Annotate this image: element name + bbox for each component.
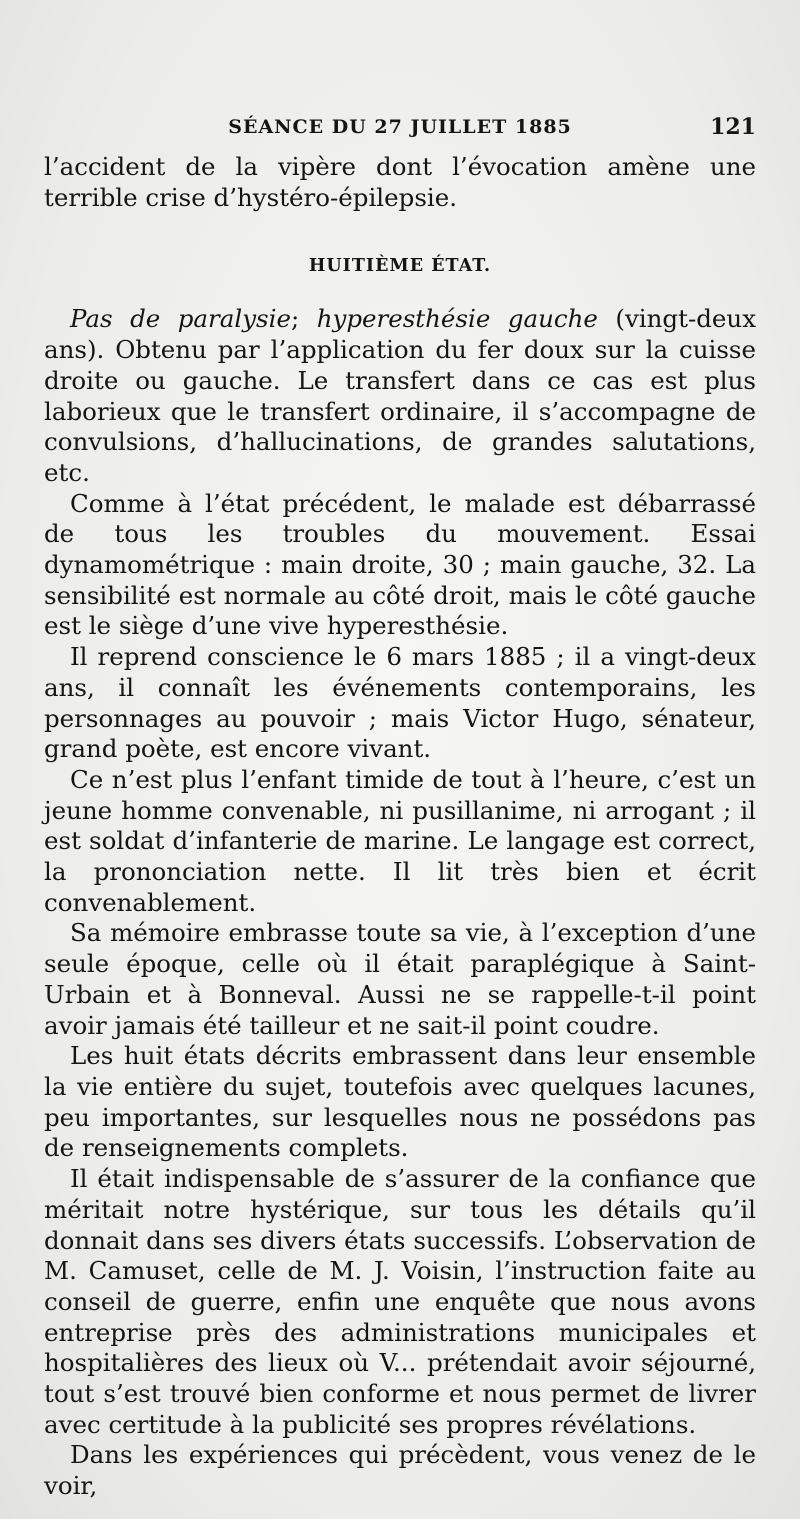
section-title: HUITIÈME ÉTAT.	[308, 256, 492, 277]
running-head: SÉANCE DU 27 JUILLET 1885	[228, 116, 572, 138]
paragraph-3: Il reprend conscience le 6 mars 1885 ; il a vingt-deux ans, il connaît les événements contemporains, les personnages au pouvoir ; mais Victor Hugo, sénateur, grand poète, est encore vivant.	[44, 642, 756, 764]
paragraph-4: Ce n’est plus l’enfant timide de tout à l’heure, c’est un jeune homme convenable, ni pusillanime, ni arrogant ; il est soldat d’infanterie de marine. Le langage est correct, la prononciation nette. Il lit très bien et écrit convenablement.	[44, 764, 756, 917]
paragraph-2: Comme à l’état précédent, le malade est débarrassé de tous les troubles du mouvement. Essai dynamométrique : main droite, 30 ; main gauche, 32. La sensibilité est normale au côté droit, mais le côté gauche est le siège d’une vive hyperesthésie.	[44, 488, 756, 641]
paragraph-8: Dans les expériences qui précèdent, vous venez de le voir,	[44, 1440, 756, 1501]
italic-phrase-paralysie: Pas de paralysie	[70, 304, 291, 334]
page-content	[44, 112, 756, 1502]
separator: ;	[290, 304, 317, 334]
paragraph-5: Sa mémoire embrasse toute sa vie, à l’exception d’une seule époque, celle où il était paraplégique à Saint-Urbain et à Bonneval. Aussi ne se rappelle-t-il point avoir jamais été tailleur et ne sait-il point coudre.	[44, 918, 756, 1040]
paragraph-state-rest: (vingt-deux ans). Obtenu par l’application du fer doux sur la cuisse droite ou gauche. Le transfert dans ce cas est plus laborieux que le transfert ordinaire, il s’accompagne de convulsions, d’hallucinations, de grandes salutations, etc.	[44, 304, 757, 487]
page-number: 121	[710, 114, 756, 140]
page-header	[44, 112, 756, 148]
paragraph-7: Il était indispensable de s’assurer de la confiance que méritait notre hystérique, sur tous les détails qu’il donnait dans ses divers états successifs. L’observation de M. Camuset, celle de M. J. Voisin, l’instruction faite au conseil de guerre, enfin une enquête que nous avons entreprise près des administrations municipales et hospitalières des lieux où V... prétendait avoir séjourné, tout s’est trouvé bien conforme et nous permet de livrer avec certitude à la publicité ses propres révélations.	[44, 1164, 756, 1439]
italic-phrase-hyperesthesie: hyperesthésie gauche	[316, 304, 598, 334]
paragraph-6: Les huit états décrits embrassent dans leur ensemble la vie entière du sujet, toutefois avec quelques lacunes, peu importantes, sur lesquelles nous ne possédons pas de renseignements complets.	[44, 1041, 756, 1163]
paragraph-continued: l’accident de la vipère dont l’évocation amène une terrible crise d’hystéro-épilepsie.	[44, 152, 756, 212]
paragraph-state-description	[44, 304, 756, 488]
